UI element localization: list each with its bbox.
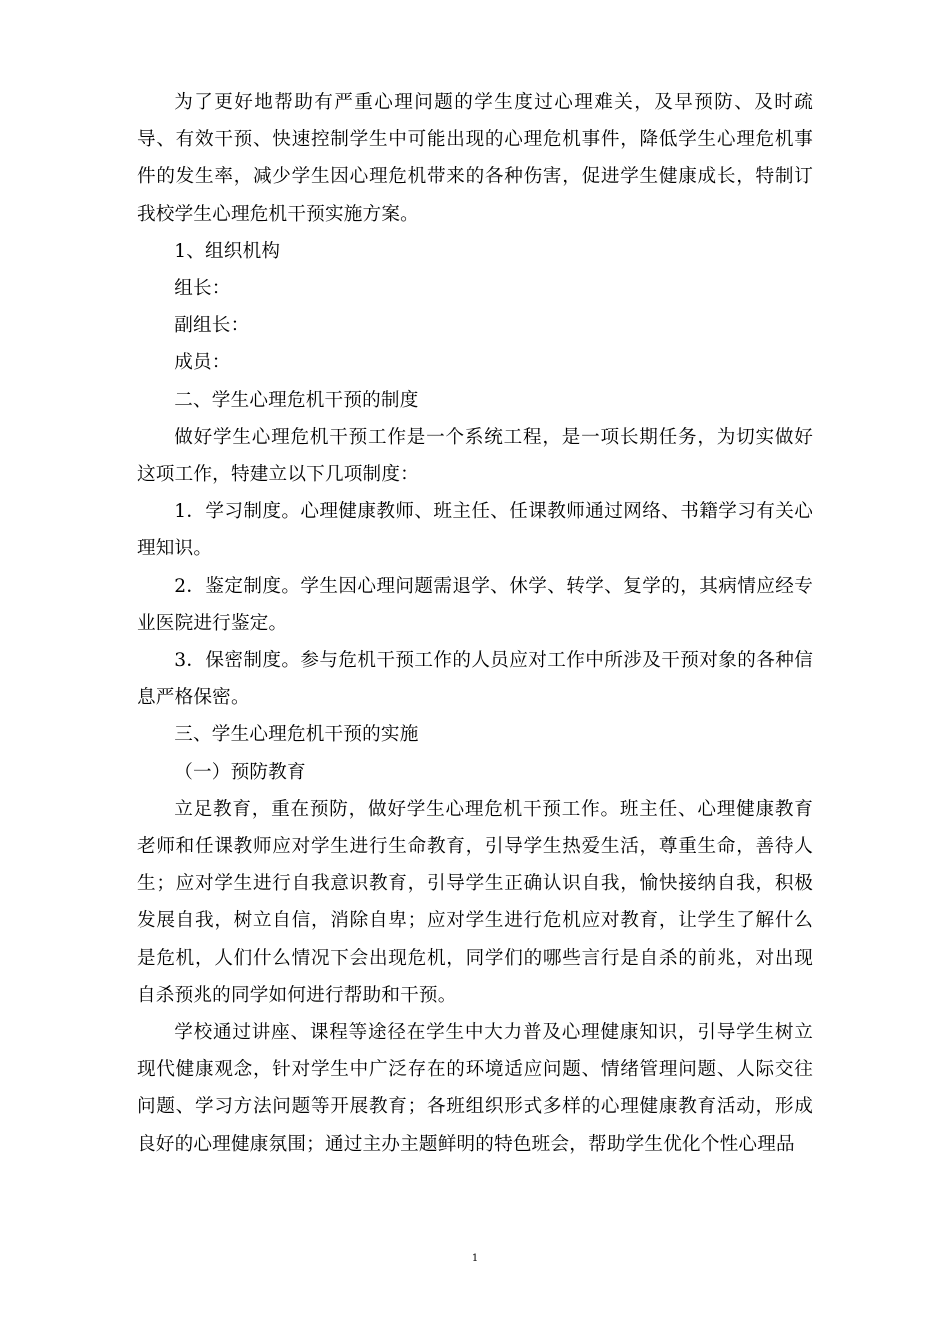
intro-paragraph: 为了更好地帮助有严重心理问题的学生度过心理难关，及早预防、及时疏导、有效干预、快速控制学生中可能出现的心理危机事件，降低学生心理危机事件的发生率，减少学生因心理危机带来的各种伤害，促进学生健康成长，特制订我校学生心理危机干预实施方案。 <box>137 92 813 225</box>
school-education-paragraph: 学校通过讲座、课程等途径在学生中大力普及心理健康知识，引导学生树立现代健康观念，针对学生中广泛存在的环境适应问题、情绪管理问题、人际交往问题、学习方法问题等开展教育；各班组织形式多样的心理健康教育活动，形成良好的心理健康氛围；通过主办主题鲜明的特色班会，帮助学生优化个性心理品 <box>137 1022 813 1155</box>
section-heading-organization: 1、组织机构 <box>174 240 281 262</box>
section-heading-implementation: 三、学生心理危机干预的实施 <box>174 724 419 746</box>
document-body <box>137 84 813 1163</box>
section-heading-system: 二、学生心理危机干预的制度 <box>174 389 419 411</box>
subsection-heading-prevention: （一）预防教育 <box>174 761 306 783</box>
members-line: 成员： <box>174 352 231 374</box>
rule-appraisal-paragraph: 2．鉴定制度。学生因心理问题需退学、休学、转学、复学的，其病情应经专业医院进行鉴定。 <box>137 575 813 634</box>
rule-study-paragraph: 1．学习制度。心理健康教师、班主任、任课教师通过网络、书籍学习有关心理知识。 <box>137 501 813 560</box>
prevention-paragraph: 立足教育，重在预防，做好学生心理危机干预工作。班主任、心理健康教育老师和任课教师应对学生进行生命教育，引导学生热爱生活，尊重生命，善待人生；应对学生进行自我意识教育，引导学生正确认识自我，愉快接纳自我，积极发展自我，树立自信，消除自卑；应对学生进行危机应对教育，让学生了解什么是危机，人们什么情况下会出现危机，同学们的哪些言行是自杀的前兆，对出现自杀预兆的同学如何进行帮助和干预。 <box>137 798 813 1006</box>
team-leader-line: 组长： <box>174 278 231 300</box>
system-intro-paragraph: 做好学生心理危机干预工作是一个系统工程，是一项长期任务，为切实做好这项工作，特建立以下几项制度： <box>137 426 813 486</box>
rule-confidentiality-paragraph: 3．保密制度。参与危机干预工作的人员应对工作中所涉及干预对象的各种信息严格保密。 <box>137 650 813 709</box>
page-number: 1 <box>471 1253 479 1264</box>
deputy-leader-line: 副组长： <box>174 315 250 337</box>
